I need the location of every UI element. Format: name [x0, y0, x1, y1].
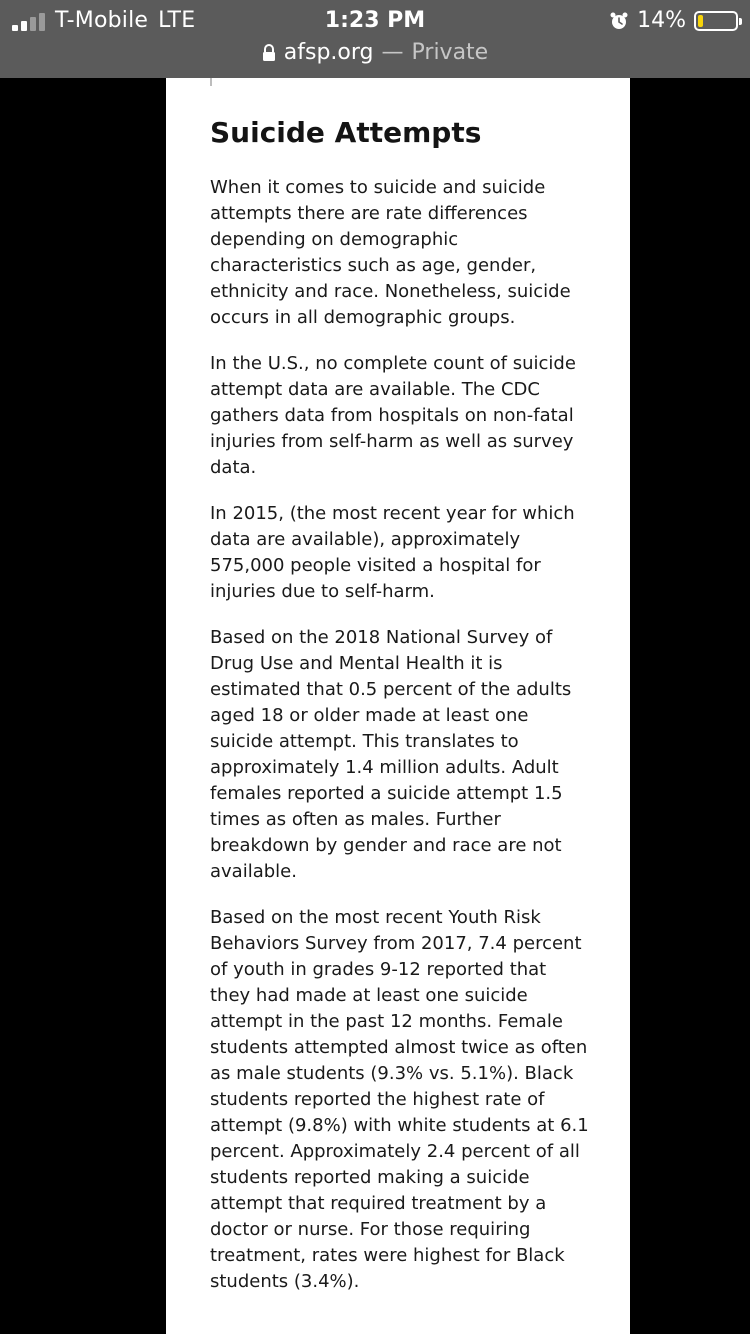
article-paragraph: Based on the most recent Youth Risk Behaviors Survey from 2017, 7.4 percent of youth in grades 9-12 reported that they had made at least one suicide attempt in the past 12 months. Female students attempted almost twice as often as male students (9.3% vs. 5.1%). Black students reported the highest rate of attempt (9.8%) with white students at 6.1 percent. Approximately 2.4 percent of all students reported making a suicide attempt that required treatment by a doctor or nurse. For those requiring treatment, rates were highest for Black students (3.4%).	[210, 906, 589, 1292]
battery-percent: 14%	[637, 8, 686, 33]
article-paragraph: Based on the 2018 National Survey of Drug Use and Mental Health it is estimated that 0.5 percent of the adults aged 18 or older made at least one suicide attempt. This translates to approximately 1.4 million adults. Adult females reported a suicide attempt 1.5 times as often as males. Further breakdown by gender and race are not available.	[210, 626, 572, 882]
lock-icon	[262, 44, 276, 62]
battery-level	[698, 15, 703, 27]
carrier-name: T-Mobile	[55, 8, 149, 33]
private-mode-label: Private	[411, 40, 489, 65]
article	[210, 116, 592, 1315]
url-bar[interactable]	[0, 40, 750, 65]
network-type: LTE	[158, 8, 196, 33]
article-paragraph: In the U.S., no complete count of suicide attempt data are available. The CDC gathers data from hospitals on non-fatal injuries from self-harm as well as survey data.	[210, 352, 576, 478]
article-paragraph: In 2015, (the most recent year for which data are available), approximately 575,000 people visited a hospital for injuries due to self-harm.	[210, 502, 575, 602]
article-paragraph: When it comes to suicide and suicide attempts there are rate differences depending on demographic characteristics such as age, gender, ethnicity and race. Nonetheless, suicide occurs in all demographic groups.	[210, 176, 571, 328]
battery-icon	[694, 11, 738, 31]
article-title: Suicide Attempts	[210, 116, 482, 149]
status-indicators	[609, 8, 738, 33]
divider	[210, 78, 212, 86]
clock: 1:23 PM	[324, 8, 426, 33]
url-separator: —	[381, 40, 404, 65]
status-bar	[0, 0, 750, 78]
alarm-clock-icon	[609, 11, 629, 31]
url-domain: afsp.org	[283, 40, 374, 65]
web-page	[166, 78, 630, 1334]
